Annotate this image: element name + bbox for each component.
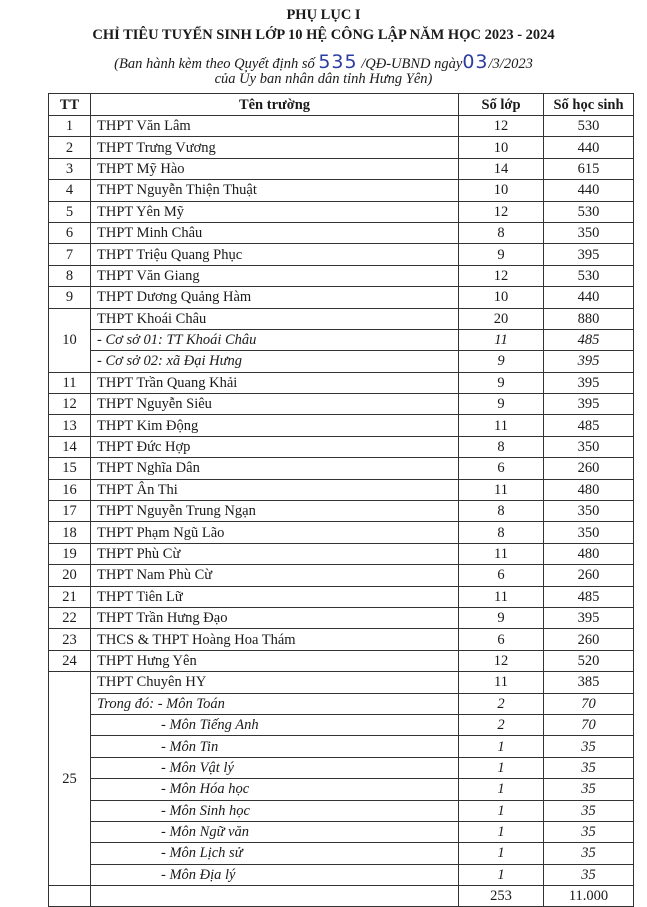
row-number: 3	[49, 158, 91, 179]
table-row	[49, 672, 634, 693]
student-count: 480	[544, 543, 634, 564]
class-count: 1	[459, 864, 544, 885]
student-count: 395	[544, 607, 634, 628]
table-row	[49, 116, 634, 137]
student-count: 350	[544, 522, 634, 543]
subject-row	[49, 757, 634, 778]
school-name: THPT Hưng Yên	[91, 650, 459, 671]
student-count: 530	[544, 201, 634, 222]
issuer-line: của Ủy ban nhân dân tỉnh Hưng Yên)	[214, 71, 433, 87]
class-count: 8	[459, 522, 544, 543]
class-count: 2	[459, 693, 544, 714]
subject-row	[49, 736, 634, 757]
appendix-title: PHỤ LỤC I	[286, 7, 361, 23]
subject-row	[49, 714, 634, 735]
row-number: 7	[49, 244, 91, 265]
student-count: 70	[544, 714, 634, 735]
school-name: THCS & THPT Hoàng Hoa Thám	[91, 629, 459, 650]
table-row	[49, 607, 634, 628]
student-count: 35	[544, 779, 634, 800]
table-row	[49, 137, 634, 158]
student-count: 440	[544, 180, 634, 201]
class-count: 6	[459, 565, 544, 586]
school-name: THPT Phù Cừ	[91, 543, 459, 564]
total-class-count: 253	[459, 886, 544, 907]
class-count: 9	[459, 351, 544, 372]
subject-row	[49, 779, 634, 800]
student-count: 35	[544, 800, 634, 821]
row-number: 18	[49, 522, 91, 543]
class-count: 1	[459, 757, 544, 778]
table-header-row	[49, 94, 634, 116]
class-count: 14	[459, 158, 544, 179]
class-count: 1	[459, 800, 544, 821]
decision-date-suffix: /3/2023	[488, 56, 533, 72]
student-count: 35	[544, 843, 634, 864]
table-row	[49, 201, 634, 222]
decision-prefix: (Ban hành kèm theo Quyết định số	[114, 56, 315, 72]
table-row	[49, 158, 634, 179]
table-row	[49, 543, 634, 564]
school-name: THPT Nguyễn Thiện Thuật	[91, 180, 459, 201]
student-count: 350	[544, 501, 634, 522]
class-count: 8	[459, 501, 544, 522]
subject-name: - Môn Vật lý	[91, 757, 459, 778]
school-name: THPT Nguyễn Trung Ngạn	[91, 501, 459, 522]
subject-name: - Môn Tin	[91, 736, 459, 757]
subject-row	[49, 800, 634, 821]
row-number: 10	[49, 308, 91, 372]
table-row	[49, 180, 634, 201]
class-count: 12	[459, 650, 544, 671]
table-row	[49, 372, 634, 393]
row-number: 13	[49, 415, 91, 436]
student-count: 530	[544, 265, 634, 286]
total-row	[49, 886, 634, 907]
table-row	[49, 458, 634, 479]
table-body	[49, 116, 634, 907]
class-count: 1	[459, 843, 544, 864]
row-number: 21	[49, 586, 91, 607]
student-count: 260	[544, 565, 634, 586]
class-count: 10	[459, 287, 544, 308]
col-header-classes: Số lớp	[459, 94, 544, 116]
class-count: 1	[459, 821, 544, 842]
table-row	[49, 565, 634, 586]
row-number: 25	[49, 672, 91, 886]
row-number: 20	[49, 565, 91, 586]
col-header-tt: TT	[49, 94, 91, 116]
subject-name: Trong đó: - Môn Toán	[91, 693, 459, 714]
handwritten-decision-day: 03	[462, 51, 489, 73]
class-count: 8	[459, 436, 544, 457]
school-name: THPT Tiên Lữ	[91, 586, 459, 607]
row-number: 24	[49, 650, 91, 671]
subject-row	[49, 821, 634, 842]
school-name: THPT Yên Mỹ	[91, 201, 459, 222]
school-name: THPT Nguyễn Siêu	[91, 394, 459, 415]
student-count: 615	[544, 158, 634, 179]
table-row	[49, 501, 634, 522]
row-number: 1	[49, 116, 91, 137]
campus-name: - Cơ sở 02: xã Đại Hưng	[91, 351, 459, 372]
class-count: 11	[459, 543, 544, 564]
row-number: 11	[49, 372, 91, 393]
subject-name: - Môn Sinh học	[91, 800, 459, 821]
student-count: 35	[544, 821, 634, 842]
class-count: 11	[459, 479, 544, 500]
row-number: 6	[49, 222, 91, 243]
class-count: 1	[459, 779, 544, 800]
student-count: 385	[544, 672, 634, 693]
student-count: 395	[544, 394, 634, 415]
table-row	[49, 479, 634, 500]
school-name: THPT Ân Thi	[91, 479, 459, 500]
table-row	[49, 287, 634, 308]
student-count: 530	[544, 116, 634, 137]
row-number: 12	[49, 394, 91, 415]
student-count: 485	[544, 329, 634, 350]
class-count: 6	[459, 458, 544, 479]
student-count: 260	[544, 458, 634, 479]
school-name: THPT Nghĩa Dân	[91, 458, 459, 479]
table-row	[49, 308, 634, 329]
class-count: 11	[459, 672, 544, 693]
school-name: THPT Trần Hưng Đạo	[91, 607, 459, 628]
col-header-school: Tên trường	[91, 94, 459, 116]
school-name: THPT Trưng Vương	[91, 137, 459, 158]
row-number: 9	[49, 287, 91, 308]
campus-name: - Cơ sở 01: TT Khoái Châu	[91, 329, 459, 350]
class-count: 11	[459, 586, 544, 607]
school-name: THPT Trần Quang Khải	[91, 372, 459, 393]
class-count: 11	[459, 415, 544, 436]
class-count: 11	[459, 329, 544, 350]
decision-mid: /QĐ-UBND ngày	[361, 56, 463, 72]
col-header-students: Số học sinh	[544, 94, 634, 116]
subject-name: - Môn Ngữ văn	[91, 821, 459, 842]
student-count: 70	[544, 693, 634, 714]
student-count: 440	[544, 137, 634, 158]
total-empty-tt	[49, 886, 91, 907]
row-number: 2	[49, 137, 91, 158]
student-count: 260	[544, 629, 634, 650]
subject-name: - Môn Tiếng Anh	[91, 714, 459, 735]
school-name: THPT Phạm Ngũ Lão	[91, 522, 459, 543]
document-title: CHỈ TIÊU TUYỂN SINH LỚP 10 HỆ CÔNG LẬP NĂM HỌC 2023 - 2024	[92, 27, 555, 43]
student-count: 395	[544, 372, 634, 393]
student-count: 35	[544, 757, 634, 778]
table-row	[49, 415, 634, 436]
school-name: THPT Khoái Châu	[91, 308, 459, 329]
student-count: 35	[544, 864, 634, 885]
class-count: 20	[459, 308, 544, 329]
table-row	[49, 522, 634, 543]
class-count: 12	[459, 201, 544, 222]
class-count: 12	[459, 116, 544, 137]
table-row	[49, 586, 634, 607]
class-count: 1	[459, 736, 544, 757]
class-count: 9	[459, 372, 544, 393]
table-row	[49, 394, 634, 415]
subject-row	[49, 843, 634, 864]
student-count: 480	[544, 479, 634, 500]
row-number: 15	[49, 458, 91, 479]
school-name: THPT Triệu Quang Phục	[91, 244, 459, 265]
table-row	[49, 436, 634, 457]
row-number: 19	[49, 543, 91, 564]
row-number: 5	[49, 201, 91, 222]
student-count: 350	[544, 436, 634, 457]
class-count: 9	[459, 394, 544, 415]
row-number: 17	[49, 501, 91, 522]
subject-row	[49, 864, 634, 885]
student-count: 880	[544, 308, 634, 329]
school-name: THPT Mỹ Hào	[91, 158, 459, 179]
school-name: THPT Minh Châu	[91, 222, 459, 243]
campus-row	[49, 329, 634, 350]
student-count: 350	[544, 222, 634, 243]
school-name: THPT Đức Hợp	[91, 436, 459, 457]
table-row	[49, 265, 634, 286]
row-number: 23	[49, 629, 91, 650]
school-name: THPT Chuyên HY	[91, 672, 459, 693]
student-count: 35	[544, 736, 634, 757]
class-count: 8	[459, 222, 544, 243]
student-count: 440	[544, 287, 634, 308]
subject-row	[49, 693, 634, 714]
table-row	[49, 222, 634, 243]
class-count: 9	[459, 244, 544, 265]
school-name: THPT Văn Lâm	[91, 116, 459, 137]
handwritten-decision-number: 535	[318, 51, 358, 73]
subject-name: - Môn Địa lý	[91, 864, 459, 885]
student-count: 485	[544, 586, 634, 607]
student-count: 485	[544, 415, 634, 436]
class-count: 6	[459, 629, 544, 650]
total-empty-name	[91, 886, 459, 907]
row-number: 22	[49, 607, 91, 628]
table-row	[49, 244, 634, 265]
student-count: 395	[544, 351, 634, 372]
student-count: 520	[544, 650, 634, 671]
row-number: 16	[49, 479, 91, 500]
table-row	[49, 629, 634, 650]
subject-name: - Môn Hóa học	[91, 779, 459, 800]
student-count: 395	[544, 244, 634, 265]
class-count: 9	[459, 607, 544, 628]
school-name: THPT Kim Động	[91, 415, 459, 436]
enrollment-quota-table	[48, 93, 634, 907]
school-name: THPT Văn Giang	[91, 265, 459, 286]
total-student-count: 11.000	[544, 886, 634, 907]
class-count: 2	[459, 714, 544, 735]
subject-name: - Môn Lịch sử	[91, 843, 459, 864]
school-name: THPT Nam Phù Cừ	[91, 565, 459, 586]
class-count: 10	[459, 137, 544, 158]
row-number: 14	[49, 436, 91, 457]
decision-reference	[0, 51, 647, 73]
class-count: 12	[459, 265, 544, 286]
row-number: 8	[49, 265, 91, 286]
school-name: THPT Dương Quảng Hàm	[91, 287, 459, 308]
row-number: 4	[49, 180, 91, 201]
class-count: 10	[459, 180, 544, 201]
campus-row	[49, 351, 634, 372]
table-row	[49, 650, 634, 671]
